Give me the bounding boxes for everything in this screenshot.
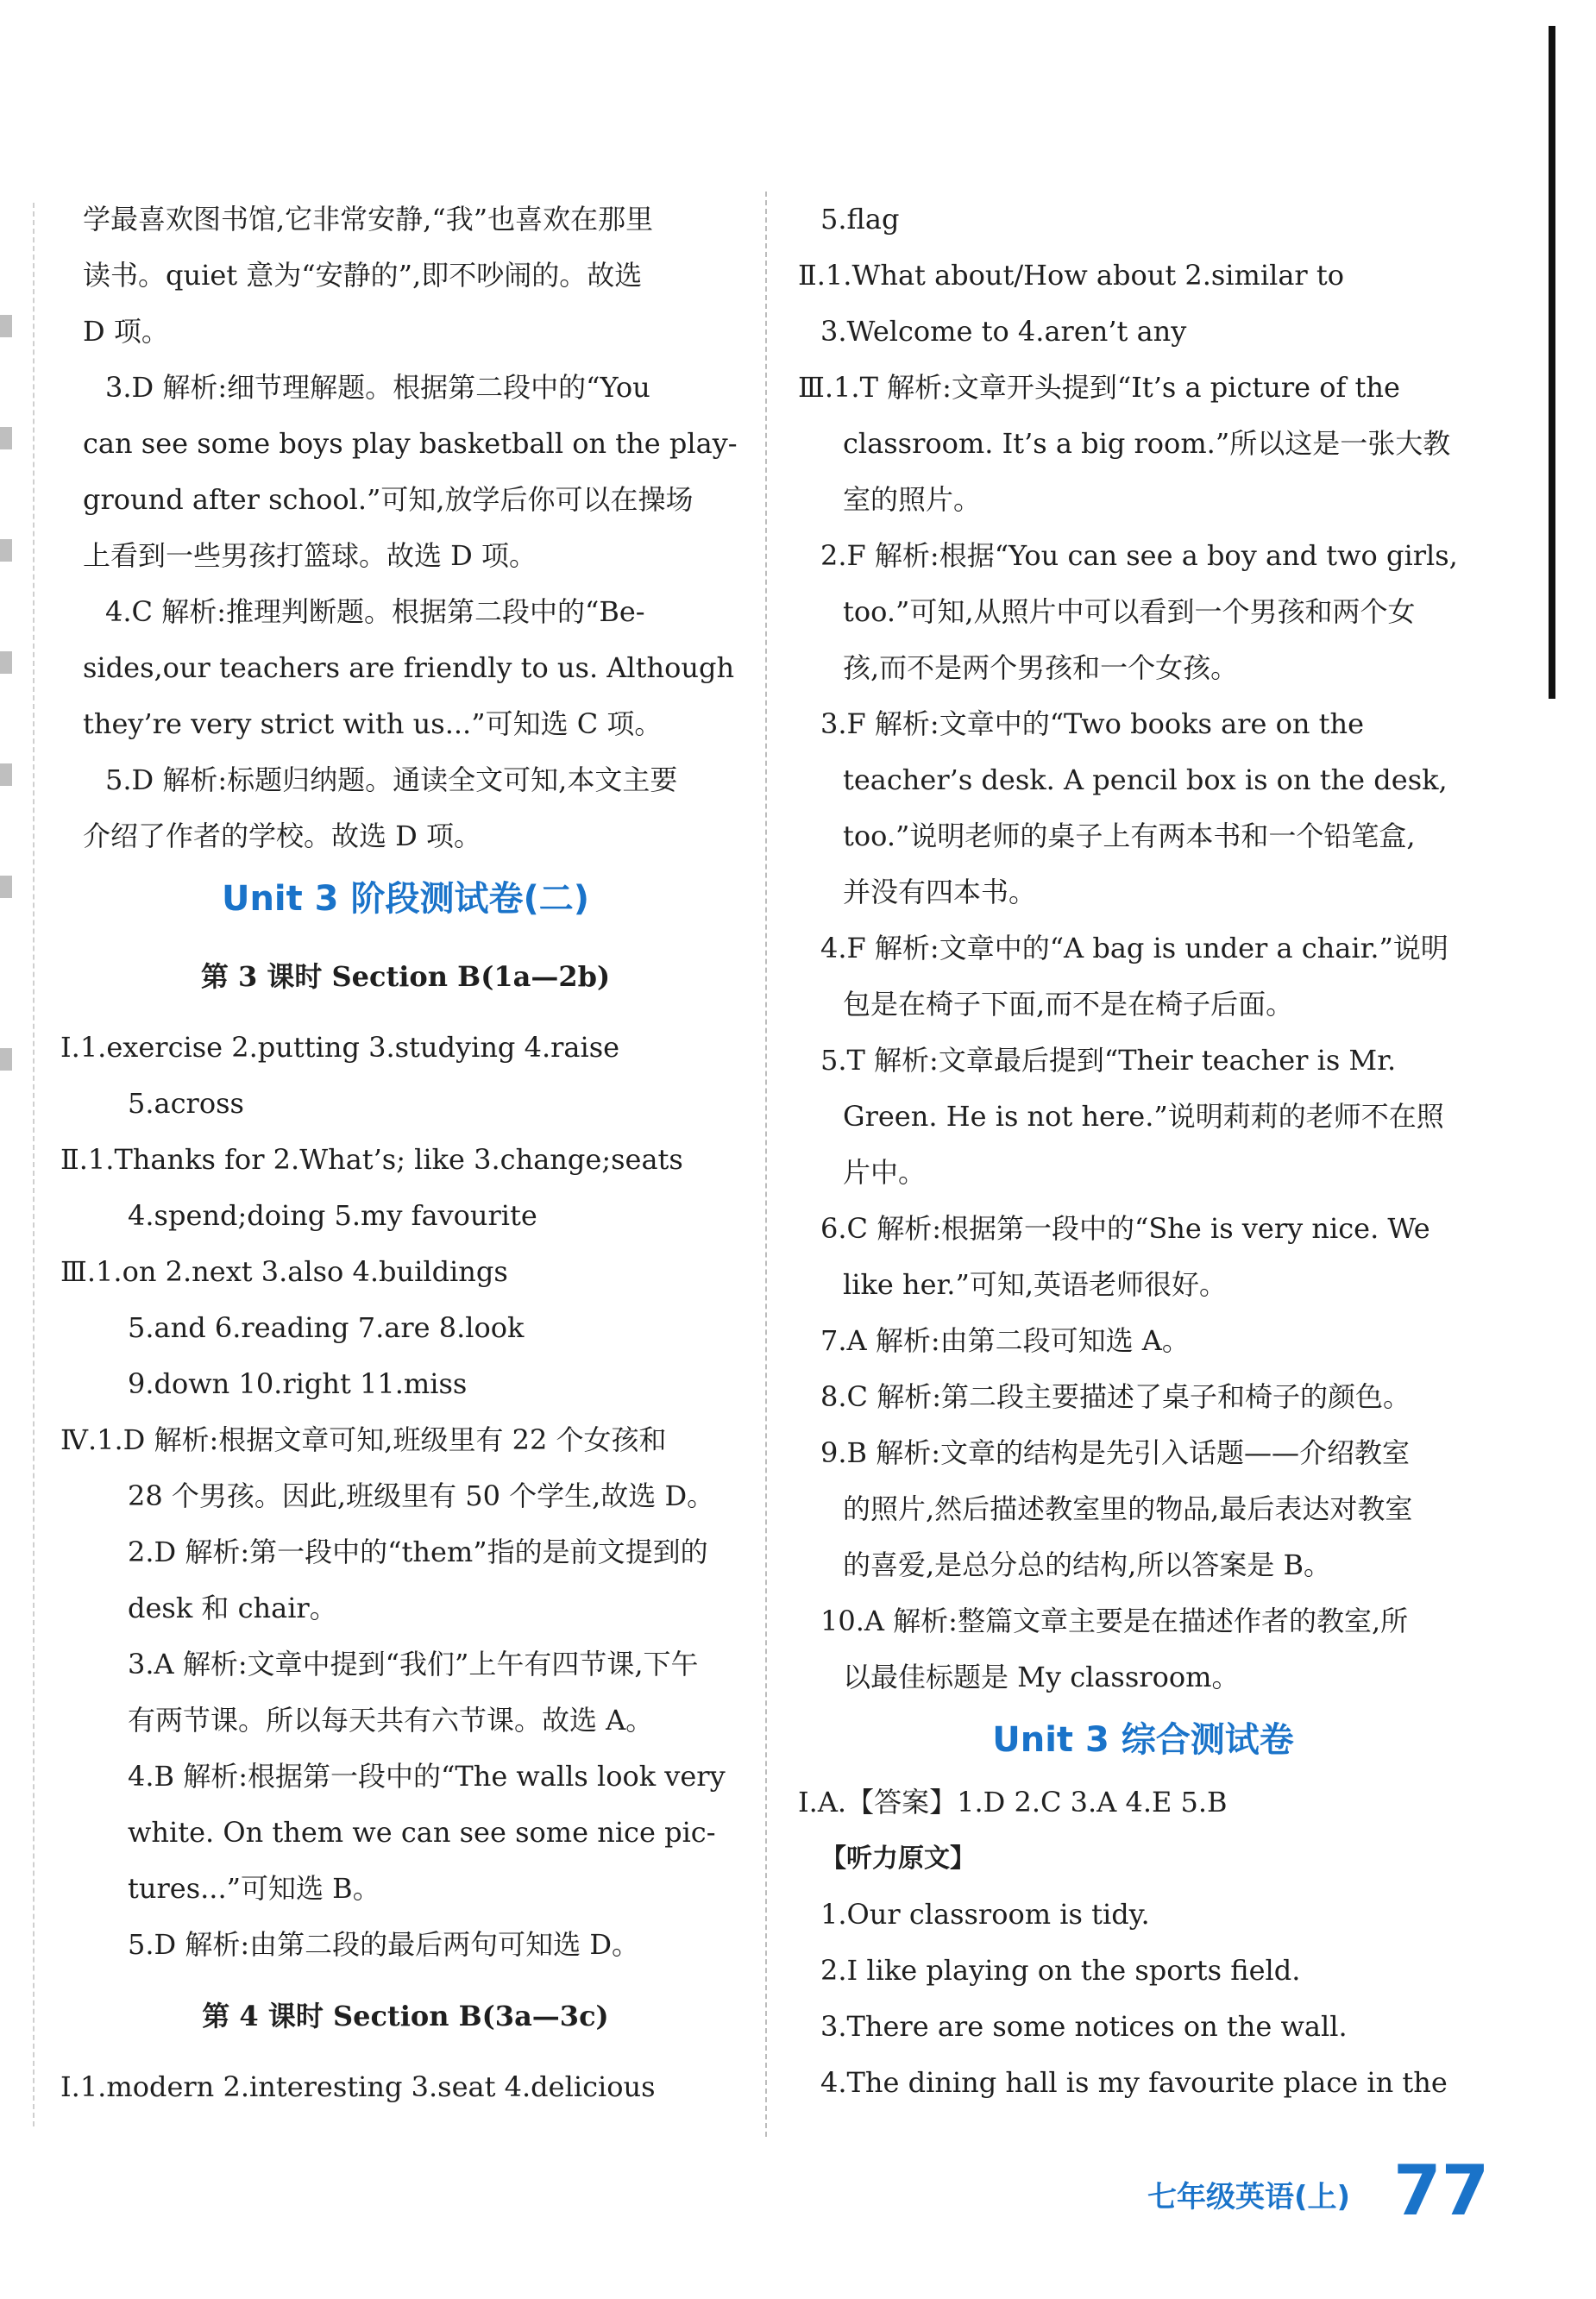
text-line: 3.Welcome to 4.aren’t any [820, 315, 1187, 348]
text-line: 28 个男孩。因此,班级里有 50 个学生,故选 D。 [128, 1479, 715, 1512]
text-line: 4.F 解析:文章中的“A bag is under a chair.”说明 [820, 932, 1448, 964]
text-line: sides,our teachers are friendly to us. Although [83, 651, 735, 684]
text-line: Ⅰ.A.【答案】1.D 2.C 3.A 4.E 5.B [798, 1786, 1228, 1818]
cropped-margin-glyph [0, 539, 12, 562]
text-line: 5.T 解析:文章最后提到“Their teacher is Mr. [820, 1044, 1397, 1077]
page-footer [1147, 2148, 1510, 2231]
text-line: ground after school.”可知,放学后你可以在操场 [83, 483, 694, 516]
cropped-margin-glyph [0, 315, 12, 337]
cropped-margin-glyph [0, 427, 12, 449]
binding-margin-line [33, 203, 35, 2126]
text-line: Ⅱ.1.What about/How about 2.similar to [798, 259, 1345, 292]
text-line: 3.D 解析:细节理解题。根据第二段中的“You [105, 371, 650, 404]
section-title: Unit 3 阶段测试卷(二) [221, 879, 590, 919]
lesson-subtitle: 第 4 课时 Section B(3a—3c) [202, 2000, 609, 2032]
text-line: 9.down 10.right 11.miss [128, 1367, 468, 1400]
text-line: 2.F 解析:根据“You can see a boy and two girls, [820, 539, 1458, 572]
text-line: 4.The dining hall is my favourite place in the [820, 2066, 1448, 2099]
footer-book-label: 七年级英语(上) [1147, 2180, 1351, 2214]
text-line: Ⅱ.1.Thanks for 2.What’s; like 3.change;seats [60, 1143, 683, 1176]
text-line: 的喜爱,是总分总的结构,所以答案是 B。 [843, 1548, 1332, 1581]
text-line: 介绍了作者的学校。故选 D 项。 [83, 820, 482, 852]
text-line: 4.spend;doing 5.my favourite [128, 1199, 537, 1232]
text-line: 9.B 解析:文章的结构是先引入话题——介绍教室 [820, 1436, 1411, 1469]
cropped-margin-glyph [0, 763, 12, 786]
text-line: 读书。quiet 意为“安静的”,即不吵闹的。故选 [83, 259, 643, 292]
text-line: 包是在椅子下面,而不是在椅子后面。 [843, 988, 1294, 1021]
cropped-margin-glyph [0, 1048, 12, 1071]
text-line: Ⅰ.1.modern 2.interesting 3.seat 4.delicious [60, 2070, 656, 2103]
column-divider [765, 192, 767, 2137]
cropped-margin-glyph [0, 651, 12, 674]
text-line: desk 和 chair。 [128, 1592, 337, 1624]
left-column [60, 192, 751, 2115]
text-line: 7.A 解析:由第二段可知选 A。 [820, 1324, 1190, 1357]
text-line: 8.C 解析:第二段主要描述了桌子和椅子的颜色。 [820, 1380, 1411, 1413]
text-line: like her.”可知,英语老师很好。 [843, 1268, 1228, 1301]
page-edge-bar [1549, 26, 1555, 699]
text-line: 5.D 解析:由第二段的最后两句可知选 D。 [128, 1928, 639, 1961]
text-line: 上看到一些男孩打篮球。故选 D 项。 [83, 539, 537, 572]
text-line: 5.flag [820, 203, 900, 236]
lesson-subtitle: 第 3 课时 Section B(1a—2b) [200, 960, 611, 993]
text-line: Ⅳ.1.D 解析:根据文章可知,班级里有 22 个女孩和 [60, 1423, 667, 1456]
text-line: 5.across [128, 1087, 244, 1120]
text-line: 2.D 解析:第一段中的“them”指的是前文提到的 [128, 1536, 708, 1568]
text-line: 孩,而不是两个男孩和一个女孩。 [843, 651, 1239, 684]
text-line: Ⅲ.1.T 解析:文章开头提到“It’s a picture of the [798, 371, 1400, 404]
text-line: they’re very strict with us...”可知选 C 项。 [83, 707, 663, 740]
text-line: 3.There are some notices on the wall. [820, 2010, 1348, 2043]
text-line: 的照片,然后描述教室里的物品,最后表达对教室 [843, 1492, 1413, 1525]
right-column [798, 192, 1488, 2111]
text-line: 以最佳标题是 My classroom。 [843, 1661, 1240, 1693]
text-line: 2.I like playing on the sports field. [820, 1954, 1301, 1987]
cropped-margin-glyph [0, 876, 12, 898]
text-line: 5.and 6.reading 7.are 8.look [128, 1311, 525, 1344]
text-line: 4.B 解析:根据第一段中的“The walls look very [128, 1760, 726, 1793]
text-line: 室的照片。 [843, 483, 982, 516]
text-line: teacher’s desk. A pencil box is on the desk, [843, 763, 1448, 796]
text-line: too.”可知,从照片中可以看到一个男孩和两个女 [843, 595, 1416, 628]
text-line: D 项。 [83, 315, 169, 348]
text-line: 有两节课。所以每天共有六节课。故选 A。 [128, 1704, 654, 1737]
text-line: 【听力原文】 [820, 1844, 976, 1874]
text-line: Green. He is not here.”说明莉莉的老师不在照 [843, 1100, 1444, 1133]
text-line: 片中。 [843, 1156, 927, 1189]
text-line: tures...”可知选 B。 [128, 1872, 380, 1905]
text-line: Ⅲ.1.on 2.next 3.also 4.buildings [60, 1255, 508, 1288]
text-line: 5.D 解析:标题归纳题。通读全文可知,本文主要 [105, 763, 678, 796]
text-line: can see some boys play basketball on the play- [83, 427, 738, 460]
text-line: 10.A 解析:整篇文章主要是在描述作者的教室,所 [820, 1605, 1409, 1637]
text-line: 1.Our classroom is tidy. [820, 1898, 1150, 1931]
text-line: 3.A 解析:文章中提到“我们”上午有四节课,下午 [128, 1648, 699, 1680]
text-line: 6.C 解析:根据第一段中的“She is very nice. We [820, 1212, 1430, 1245]
text-line: Ⅰ.1.exercise 2.putting 3.studying 4.raise [60, 1031, 620, 1064]
text-line: white. On them we can see some nice pic- [128, 1816, 716, 1849]
text-line: 3.F 解析:文章中的“Two books are on the [820, 707, 1365, 740]
text-line: 4.C 解析:推理判断题。根据第二段中的“Be- [105, 595, 645, 628]
text-line: 并没有四本书。 [843, 876, 1037, 908]
page-number: 77 [1393, 2151, 1490, 2231]
text-line: too.”说明老师的桌子上有两本书和一个铅笔盒, [843, 820, 1416, 852]
section-title: Unit 3 综合测试卷 [992, 1720, 1294, 1760]
text-line: classroom. It’s a big room.”所以这是一张大教 [843, 427, 1451, 460]
text-line: 学最喜欢图书馆,它非常安静,“我”也喜欢在那里 [83, 203, 654, 236]
